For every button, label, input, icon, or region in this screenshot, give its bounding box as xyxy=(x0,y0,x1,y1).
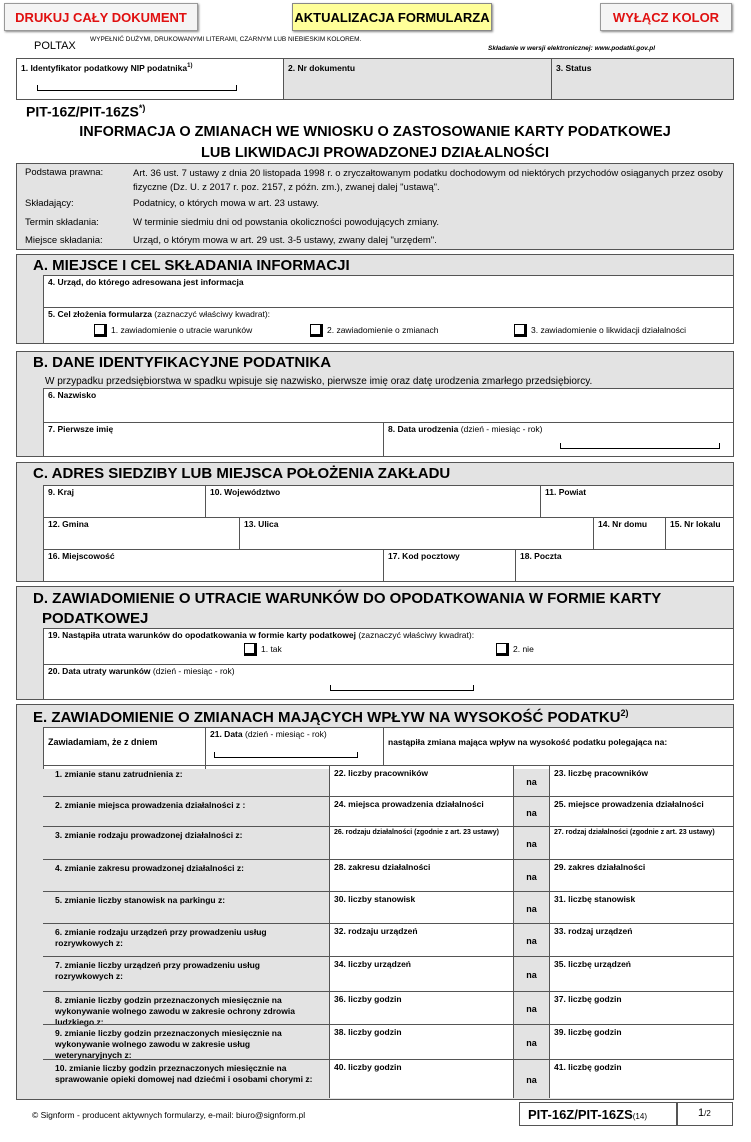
change-row xyxy=(43,765,733,796)
street-field[interactable]: 13. Ulica xyxy=(239,517,593,549)
section-c-title: C. ADRES SIEDZIBY LUB MIEJSCA POŁOŻENIA ZAKŁADU xyxy=(33,465,451,482)
change-to-field[interactable]: 27. rodzaj działalności (zgodnie z art. 23 ustawy) xyxy=(549,827,733,860)
change-to-field[interactable]: 31. liczbę stanowisk xyxy=(549,892,733,924)
section-b-title: B. DANE IDENTYFIKACYJNE PODATNIKA xyxy=(33,354,332,371)
change-to-field[interactable]: 35. liczbę urządzeń xyxy=(549,957,733,992)
postal-code-field[interactable]: 17. Kod pocztowy xyxy=(383,549,515,581)
post-office-field[interactable]: 18. Poczta xyxy=(515,549,733,581)
info-text-basis: Art. 36 ust. 7 ustawy z dnia 20 listopada 1998 r. o zryczałtowanym podatku dochodowym od niektórych przychodów osiąganych przez osoby fizyczne (Dz. U. z 2017 r. poz. 2157, z późn. zm.), zwanej dalej "ustawą". xyxy=(133,168,723,193)
section-a xyxy=(16,254,734,344)
poltax-logo: POLTAX xyxy=(34,40,76,52)
producer-note: © Signform - producent aktywnych formularzy, e-mail: biuro@signform.pl xyxy=(32,1110,306,1120)
na-label: na xyxy=(513,892,549,924)
change-row-label: 5. zmianie liczby stanowisk na parkingu z: xyxy=(55,895,226,905)
change-to-field[interactable]: 33. rodzaj urządzeń xyxy=(549,924,733,957)
na-label: na xyxy=(513,992,549,1025)
checkbox-icon[interactable] xyxy=(310,324,323,337)
change-row-label: 9. zmianie liczby godzin przeznaczonych miesięcznie na wykonywanie wolnego zawodu w zakresie usług weterynaryjnych z: xyxy=(55,1028,282,1060)
change-row-label: 1. zmianie stanu zatrudnienia z: xyxy=(55,769,183,779)
change-row-label: 2. zmianie miejsca prowadzenia działalności z : xyxy=(55,800,246,810)
na-label: na xyxy=(513,827,549,860)
change-row xyxy=(43,923,733,956)
office-field[interactable]: 4. Urząd, do którego adresowana jest informacja xyxy=(43,275,733,307)
change-row-label: 8. zmianie liczby godzin przeznaczonych miesięcznie na wykonywanie wolnego zawodu w zakresie ochrony zdrowia ludzkiego z: xyxy=(55,995,295,1027)
na-label: na xyxy=(513,766,549,797)
purpose-option-1[interactable]: 1. zawiadomienie o utracie warunków xyxy=(94,324,252,337)
na-label: na xyxy=(513,924,549,957)
change-to-field[interactable]: 23. liczbę pracowników xyxy=(549,766,733,797)
change-from-field[interactable]: 32. rodzaju urządzeń xyxy=(329,924,513,957)
change-to-field[interactable]: 37. liczbę godzin xyxy=(549,992,733,1025)
loss-of-conditions-field: 19. Nastąpiła utrata warunków do opodatkowania w formie karty podatkowej (zaznaczyć właściwy kwadrat): 1. tak 2. nie xyxy=(43,628,733,664)
fill-instruction: WYPEŁNIĆ DUŻYMI, DRUKOWANYMI LITERAMI, CZARNYM LUB NIEBIESKIM KOLOREM. xyxy=(90,36,362,43)
checkbox-icon[interactable] xyxy=(514,324,527,337)
change-from-field[interactable]: 34. liczby urządzeń xyxy=(329,957,513,992)
section-b-note: W przypadku przedsiębiorstwa w spadku wpisuje się nazwisko, pierwsze imię oraz datę urodzenia zmarłego przedsiębiorcy. xyxy=(45,376,593,387)
top-fields xyxy=(16,58,734,100)
change-from-field[interactable]: 40. liczby godzin xyxy=(329,1060,513,1098)
change-row xyxy=(43,991,733,1027)
info-label-basis: Podstawa prawna: xyxy=(25,167,104,178)
purpose-field: 5. Cel złożenia formularza (zaznaczyć właściwy kwadrat): 1. zawiadomienie o utracie warunków 2. zawiadomienie o zmianach 3. zawiadomienie o likwidacji działalności xyxy=(43,307,733,343)
checkbox-icon[interactable] xyxy=(244,643,257,656)
change-row-label: 6. zmianie rodzaju urządzeń przy prowadzeniu usług rozrywkowych z: xyxy=(55,927,267,948)
section-d xyxy=(16,586,734,700)
change-row xyxy=(43,891,733,923)
na-label: na xyxy=(513,797,549,827)
info-label-deadline: Termin składania: xyxy=(25,217,99,228)
change-row-label: 7. zmianie liczby urządzeń przy prowadzeniu usług rozrywkowych z: xyxy=(55,960,260,981)
nip-field[interactable]: 1. Identyfikator podatkowy NIP podatnika$^{1)}$ xyxy=(17,59,283,99)
change-row xyxy=(43,1024,733,1059)
change-to-field[interactable]: 29. zakres działalności xyxy=(549,860,733,892)
change-row xyxy=(43,826,733,859)
section-d-title: D. ZAWIADOMIENIE O UTRACIE WARUNKÓW DO OPODATKOWANIA W FORMIE KARTY PODATKOWEJ xyxy=(33,590,662,627)
municipality-field[interactable]: 12. Gmina xyxy=(43,517,239,549)
change-row xyxy=(43,956,733,991)
apartment-number-field[interactable]: 15. Nr lokalu xyxy=(665,517,733,549)
form-title-line2: LUB LIKWIDACJI PROWADZONEJ DZIAŁALNOŚCI xyxy=(201,145,549,161)
checkbox-icon[interactable] xyxy=(496,643,509,656)
change-row xyxy=(43,1059,733,1097)
change-row xyxy=(43,859,733,891)
form-title-line1: INFORMACJA O ZMIANACH WE WNIOSKU O ZASTOSOWANIE KARTY PODATKOWEJ xyxy=(79,124,671,140)
change-from-field[interactable]: 30. liczby stanowisk xyxy=(329,892,513,924)
print-button[interactable]: DRUKUJ CAŁY DOKUMENT xyxy=(4,3,198,31)
change-from-field[interactable]: 22. liczby pracowników xyxy=(329,766,513,797)
change-row-label: 3. zmianie rodzaju prowadzonej działalności z: xyxy=(55,830,243,840)
change-row xyxy=(43,796,733,826)
na-label: na xyxy=(513,1060,549,1098)
change-from-field[interactable]: 36. liczby godzin xyxy=(329,992,513,1025)
na-label: na xyxy=(513,957,549,992)
section-c xyxy=(16,462,734,582)
page-number: 1/2 xyxy=(677,1102,733,1126)
first-name-field[interactable]: 7. Pierwsze imię xyxy=(43,422,383,456)
electronic-filing-note: Składanie w wersji elektronicznej: www.podatki.gov.pl xyxy=(488,45,655,52)
na-label: na xyxy=(513,1025,549,1060)
info-text-place: Urząd, o którym mowa w art. 29 ust. 3-5 ustawy, zwany dalej "urzędem". xyxy=(133,235,437,246)
update-form-button[interactable]: AKTUALIZACJA FORMULARZA xyxy=(292,3,492,31)
county-field[interactable]: 11. Powiat xyxy=(540,485,733,517)
change-to-field[interactable]: 39. liczbę godzin xyxy=(549,1025,733,1060)
change-to-field[interactable]: 25. miejsce prowadzenia działalności xyxy=(549,797,733,827)
checkbox-icon[interactable] xyxy=(94,324,107,337)
info-text-deadline: W terminie siedmiu dni od powstania okoliczności powodujących zmiany. xyxy=(133,217,440,228)
info-label-place: Miejsce składania: xyxy=(25,235,103,246)
change-from-field[interactable]: 38. liczby godzin xyxy=(329,1025,513,1060)
birth-date-field[interactable]: 8. Data urodzenia (dzień - miesiąc - rok) xyxy=(383,422,733,456)
section-a-title: A. MIEJSCE I CEL SKŁADANIA INFORMACJI xyxy=(33,257,350,274)
na-label: na xyxy=(513,860,549,892)
form-code: PIT-16Z/PIT-16ZS*) xyxy=(26,103,146,120)
info-label-filer: Składający: xyxy=(25,198,74,209)
country-field[interactable]: 9. Kraj xyxy=(43,485,205,517)
house-number-field[interactable]: 14. Nr domu xyxy=(593,517,665,549)
section-e-title: E. ZAWIADOMIENIE O ZMIANACH MAJĄCYCH WPŁYW NA WYSOKOŚĆ PODATKU$^{2)}$ xyxy=(33,708,629,726)
doc-number-field: 2. Nr dokumentu xyxy=(283,59,551,99)
change-from-field[interactable]: 26. rodzaju działalności (zgodnie z art. 23 ustawy) xyxy=(329,827,513,860)
loss-no-option[interactable]: 2. nie xyxy=(496,643,534,656)
color-off-button[interactable]: WYŁĄCZ KOLOR xyxy=(600,3,732,31)
change-row-label: 4. zmianie zakresu prowadzonej działalności z: xyxy=(55,863,244,873)
loss-date-field[interactable]: 20. Data utraty warunków (dzień - miesiąc - rok) xyxy=(43,664,733,699)
section-b xyxy=(16,351,734,457)
voivodeship-field[interactable]: 10. Województwo xyxy=(205,485,540,517)
info-text-filer: Podatnicy, o których mowa w art. 23 ustawy. xyxy=(133,198,320,209)
city-field[interactable]: 16. Miejscowość xyxy=(43,549,383,581)
change-to-field[interactable]: 41. liczbę godzin xyxy=(549,1060,733,1098)
footer-form-code: PIT-16Z/PIT-16ZS(14) xyxy=(519,1102,677,1126)
legal-info xyxy=(16,163,734,250)
change-date-field[interactable]: 21. Data (dzień - miesiąc - rok) xyxy=(205,727,383,769)
purpose-option-3[interactable]: 3. zawiadomienie o likwidacji działalności xyxy=(514,324,686,337)
status-field: 3. Status xyxy=(551,59,733,99)
change-row-label: 10. zmianie liczby godzin przeznaczonych miesięcznie na sprawowanie opieki domowej nad dziećmi i osobami chorymi z: xyxy=(55,1063,313,1084)
purpose-option-2[interactable]: 2. zawiadomienie o zmianach xyxy=(310,324,439,337)
notify-label: Zawiadamiam, że z dniem xyxy=(43,727,205,769)
loss-yes-option[interactable]: 1. tak xyxy=(244,643,282,656)
change-from-field[interactable]: 24. miejsca prowadzenia działalności xyxy=(329,797,513,827)
change-from-field[interactable]: 28. zakresu działalności xyxy=(329,860,513,892)
surname-field[interactable]: 6. Nazwisko xyxy=(43,388,733,422)
section-e xyxy=(16,704,734,1100)
change-description-label: nastąpiła zmiana mająca wpływ na wysokość podatku polegająca na: xyxy=(383,727,733,769)
